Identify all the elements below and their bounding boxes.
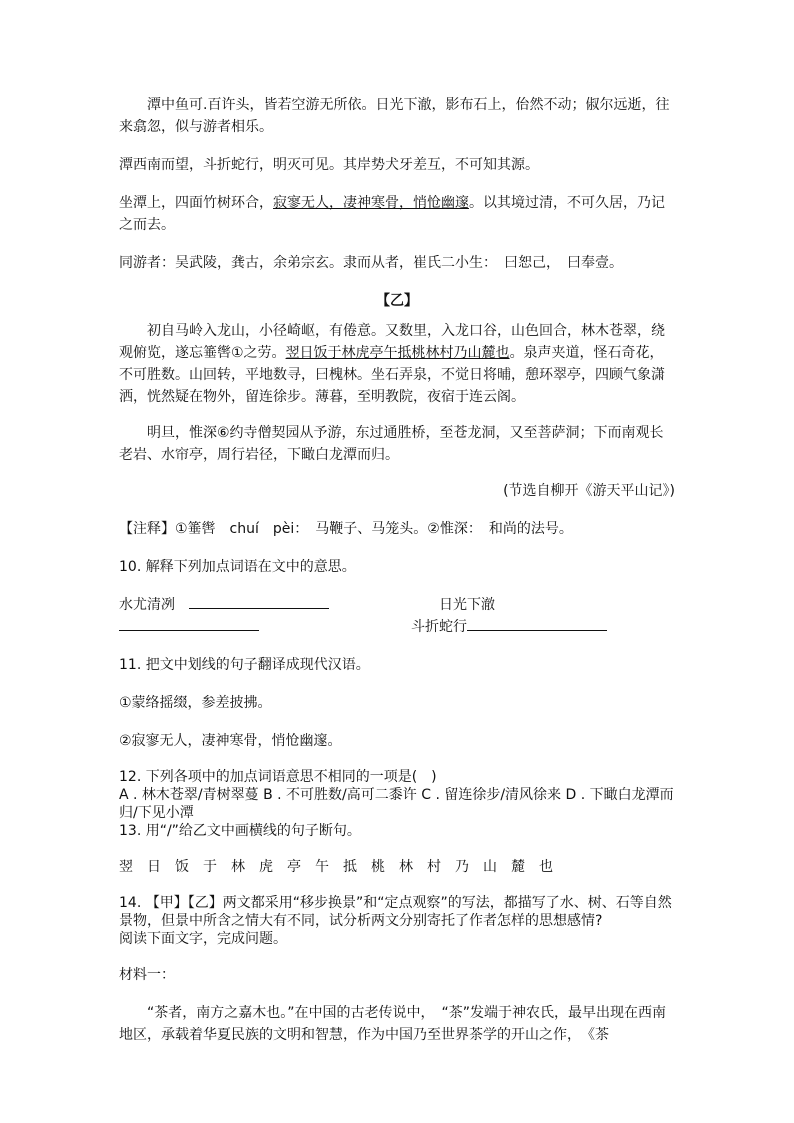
underlined-sentence: 寂寥无人，凄神寒骨，悄怆幽邃 — [273, 195, 469, 211]
answer-blank-1[interactable] — [189, 594, 329, 609]
yi-heading: 【乙】 — [376, 293, 418, 309]
reading-instruction: 阅读下面文字，完成问题。 — [119, 931, 287, 947]
word-3: 斗折蛇行 — [411, 619, 467, 635]
jia-paragraph-3: 坐潭上，四面竹树环合，寂寥无人，凄神寒骨，悄怆幽邃。以其境过清，不可久居，乃记之而去。 — [119, 195, 665, 233]
yi-paragraph-1: 初自马岭入龙山，小径崎岖，有倦意。又数里，入龙口谷，山色回合，林木苍翠，绕观俯览，遂忘箠辔①之劳。翌日饭于林虎亭午抵桃林村乃山麓也。泉声夹道，怪石奇花，不可胜数。山回转，平地数寻，曰槐林。坐石弄泉，不觉日将晡，憩环翠亭，四顾气象潇洒，恍然疑在物外，留连徐步。薄暮，至明教院，夜宿于连云阁。 — [119, 323, 665, 405]
question-14 — [119, 894, 675, 948]
jia-paragraph-2: 潭西南而望，斗折蛇行，明灭可见。其岸势犬牙差互，不可知其源。 — [119, 157, 539, 173]
word-2: 日光下澈 — [439, 597, 495, 613]
question-11-item-1: ①蒙络摇缀，参差披拂。 — [119, 695, 272, 711]
yi-paragraph-2: 明旦，惟深⑥约寺僧契园从予游，东过通胜桥，至苍龙洞，又至菩萨洞；下而南观长老岩、水帘亭，周行岩径，下瞰白龙潭而归。 — [119, 425, 664, 463]
underlined-sentence-yi: 翌日饭于林虎亭午抵桃林村乃山麓也 — [285, 345, 510, 361]
question-10-stem: 10. 解释下列加点词语在文中的意思。 — [119, 559, 356, 575]
answer-blank-3[interactable] — [467, 616, 607, 631]
question-13-sentence: 翌日饭于林虎亭午抵桃林村乃山麓也 — [119, 859, 567, 875]
material-label: 材料一： — [119, 967, 175, 983]
question-12-stem: 12. 下列各项中的加点词语意思不相同的一项是( ) — [119, 769, 437, 785]
source-note: (节选自柳开《游天平山记》) — [503, 483, 675, 499]
answer-blank-2[interactable] — [119, 616, 259, 631]
question-12-options: A . 林木苍翠/青树翠蔓 B . 不可胜数/高可二黍许 C . 留连徐步/清风徐来 D . 下瞰白龙潭而归/下见小潭 — [119, 787, 674, 821]
question-13-stem: 13. 用“/”给乙文中画横线的句子断句。 — [119, 823, 361, 839]
material-paragraph-1: “茶者，南方之嘉木也。”在中国的古老传说中， “茶”发端于神农氏，最早出现在西南地区，承载着华夏民族的文明和智慧，作为中国乃至世界茶学的开山之作， 《茶 — [119, 1005, 667, 1043]
jia-paragraph-1: 潭中鱼可.百许头，皆若空游无所依。日光下澈，影布石上，佁然不动；俶尔远逝，往来翕忽，似与游者相乐。 — [119, 97, 670, 135]
document-body — [119, 94, 675, 1046]
word-1: 水尤清冽 — [119, 597, 175, 613]
question-12 — [119, 768, 675, 840]
question-11-item-2: ②寂寥无人，凄神寒骨，悄怆幽邃。 — [119, 733, 342, 749]
question-14-stem: 14. 【甲】【乙】两文都采用“移步换景”和“定点观察”的写法，都描写了水、树、石等自然景物，但景中所含之情大有不同，试分析两文分别寄托了作者怎样的思想感情? — [119, 895, 672, 929]
jia-paragraph-4: 同游者：吴武陵，龚古，余弟宗玄。隶而从者，崔氏二小生： 曰恕己， 曰奉壹。 — [119, 255, 623, 271]
annotation-note: 【注释】①箠辔 chuí pèi： 马鞭子、马笼头。②惟深： 和尚的法号。 — [119, 521, 573, 537]
question-11-stem: 11. 把文中划线的句子翻译成现代汉语。 — [119, 657, 370, 673]
question-10-blanks — [119, 594, 675, 638]
